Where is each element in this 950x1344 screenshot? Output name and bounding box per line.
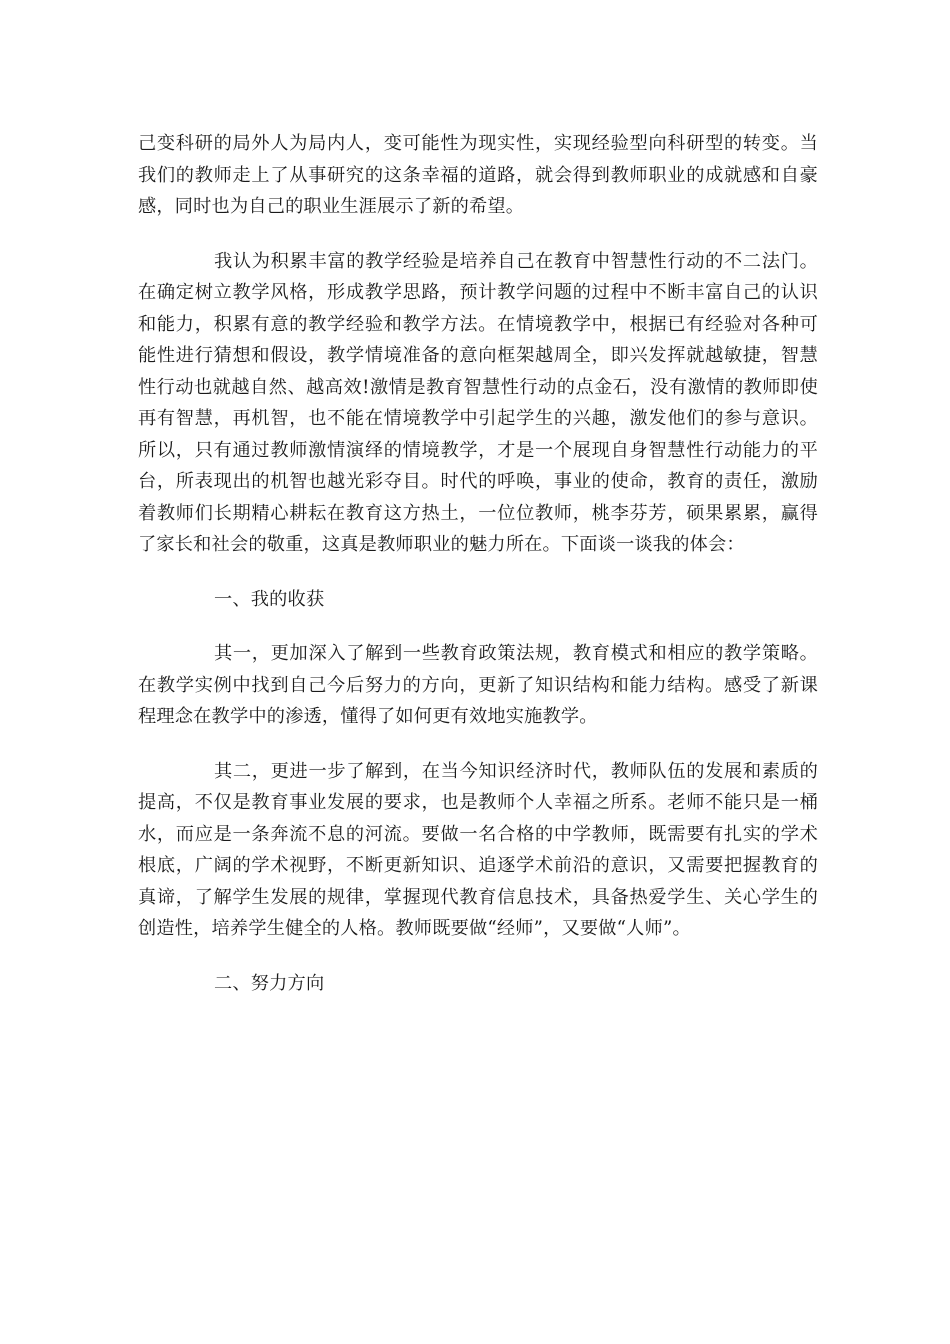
section-heading-direction: 二、努力方向 xyxy=(214,972,325,994)
body-paragraph-1: 己变科研的局外人为局内人，变可能性为现实性，实现经验型向科研型的转变。当我们的教师走上了从事研究的这条幸福的道路，就会得到教师职业的成就感和自豪感，同时也为自己的职业生涯展示了新的希望。 xyxy=(138,133,818,217)
section-heading-gains: 一、我的收获 xyxy=(214,588,325,610)
document-page xyxy=(138,128,818,1022)
gain-paragraph-2: 其二，更进一步了解到，在当今知识经济时代，教师队伍的发展和素质的提高，不仅是教育事业发展的要求，也是教师个人幸福之所系。老师不能只是一桶水，而应是一条奔流不息的河流。要做一名合格的中学教师，既需要有扎实的学术根底，广阔的学术视野，不断更新知识、追逐学术前沿的意识，又需要把握教育的真谛，了解学生发展的规律，掌握现代教育信息技术，具备热爱学生、关心学生的创造性，培养学生健全的人格。教师既要做“经师”，又要做“人师”。 xyxy=(138,760,818,939)
body-paragraph-2: 我认为积累丰富的教学经验是培养自己在教育中智慧性行动的不二法门。在确定树立教学风格，形成教学思路，预计教学问题的过程中不断丰富自己的认识和能力，积累有意的教学经验和教学方法。在情境教学中，根据已有经验对各种可能性进行猜想和假设，教学情境准备的意向框架越周全，即兴发挥就越敏捷，智慧性行动也就越自然、越高效!激情是教育智慧性行动的点金石，没有激情的教师即使再有智慧，再机智，也不能在情境教学中引起学生的兴趣，激发他们的参与意识。所以，只有通过教师激情演绎的情境教学，才是一个展现自身智慧性行动能力的平台，所表现出的机智也越光彩夺目。时代的呼唤，事业的使命，教育的责任，激励着教师们长期精心耕耘在教育这方热土，一位位教师，桃李芬芳，硕果累累，赢得了家长和社会的敬重，这真是教师职业的魅力所在。下面谈一谈我的体会： xyxy=(138,250,818,555)
gain-paragraph-1: 其一，更加深入了解到一些教育政策法规，教育模式和相应的教学策略。在教学实例中找到自己今后努力的方向，更新了知识结构和能力结构。感受了新课程理念在教学中的渗透，懂得了如何更有效地实施教学。 xyxy=(138,643,818,727)
